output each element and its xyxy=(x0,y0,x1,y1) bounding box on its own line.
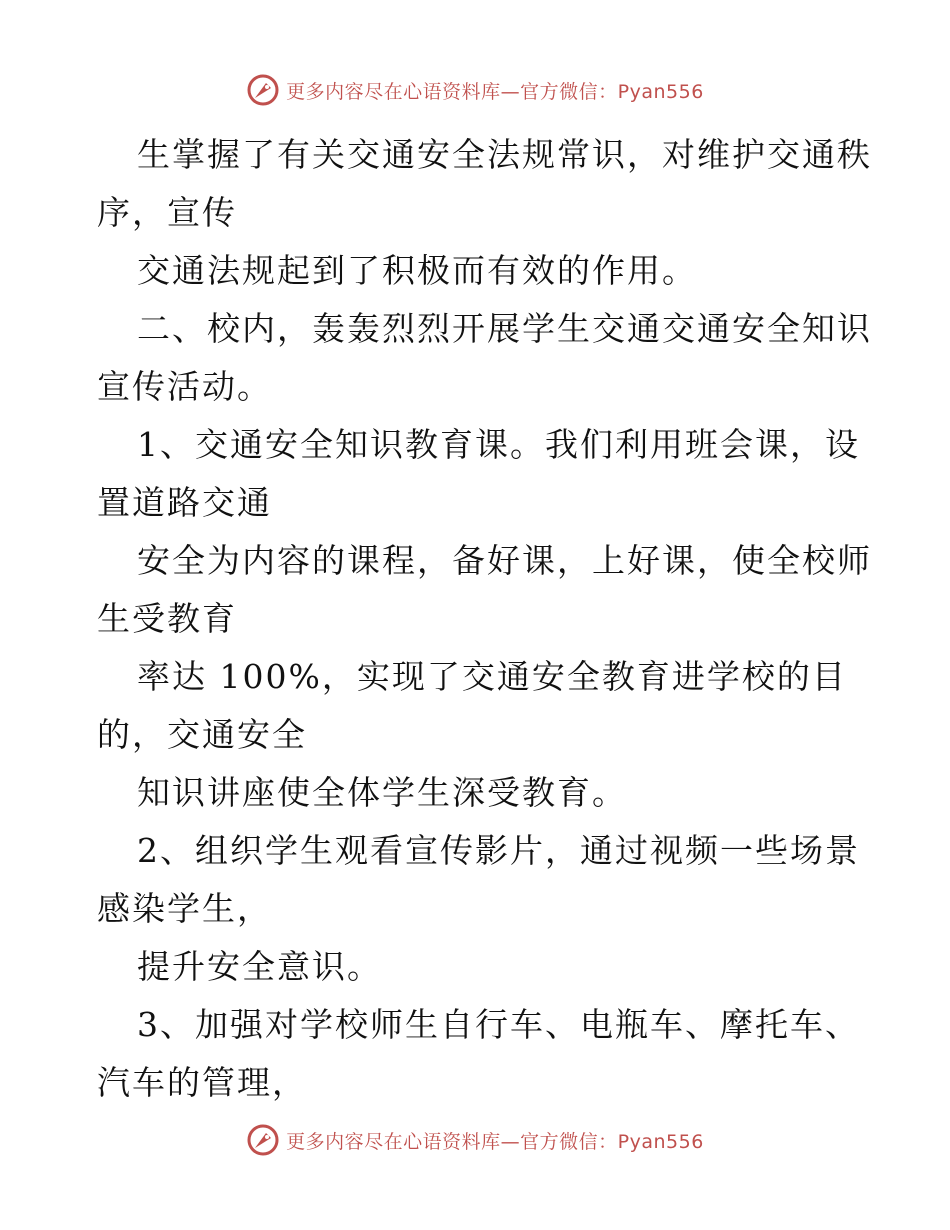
list-item-line: 感染学生， xyxy=(97,889,272,928)
list-item-line: 3、加强对学校师生自行车、电瓶车、摩托车、 xyxy=(137,1005,860,1044)
paragraph-line: 提升安全意识。 xyxy=(137,947,382,986)
pen-nib-logo-icon xyxy=(246,73,280,107)
paragraph-line: 知识讲座使全体学生深受教育。 xyxy=(137,773,627,812)
list-item-line: 置道路交通 xyxy=(97,483,272,522)
paragraph-line: 率达 100%，实现了交通安全教育进学校的目 xyxy=(137,657,847,696)
list-item-line: 2、组织学生观看宣传影片，通过视频一些场景 xyxy=(137,831,860,870)
list-item-line: 汽车的管理， xyxy=(97,1063,307,1102)
list-item-line: 1、交通安全知识教育课。我们利用班会课，设 xyxy=(137,425,860,464)
paragraph-line: 序，宣传 xyxy=(97,193,237,232)
footer-banner xyxy=(0,1120,950,1160)
paragraph-line: 生掌握了有关交通安全法规常识，对维护交通秩 xyxy=(137,135,872,174)
paragraph-line: 交通法规起到了积极而有效的作用。 xyxy=(137,251,697,290)
paragraph-line: 生受教育 xyxy=(97,599,237,638)
paragraph-line: 安全为内容的课程，备好课，上好课，使全校师 xyxy=(137,541,872,580)
footer-banner-text: 更多内容尽在心语资料库—官方微信：Pyan556 xyxy=(286,1130,704,1153)
section-heading-line: 二、校内，轰轰烈烈开展学生交通交通安全知识 xyxy=(137,309,872,348)
document-body xyxy=(97,126,872,1112)
header-banner xyxy=(0,70,950,110)
section-heading-line: 宣传活动。 xyxy=(97,367,272,406)
header-banner-text: 更多内容尽在心语资料库—官方微信：Pyan556 xyxy=(286,80,704,103)
paragraph-line: 的，交通安全 xyxy=(97,715,307,754)
pen-nib-logo-icon xyxy=(246,1123,280,1157)
